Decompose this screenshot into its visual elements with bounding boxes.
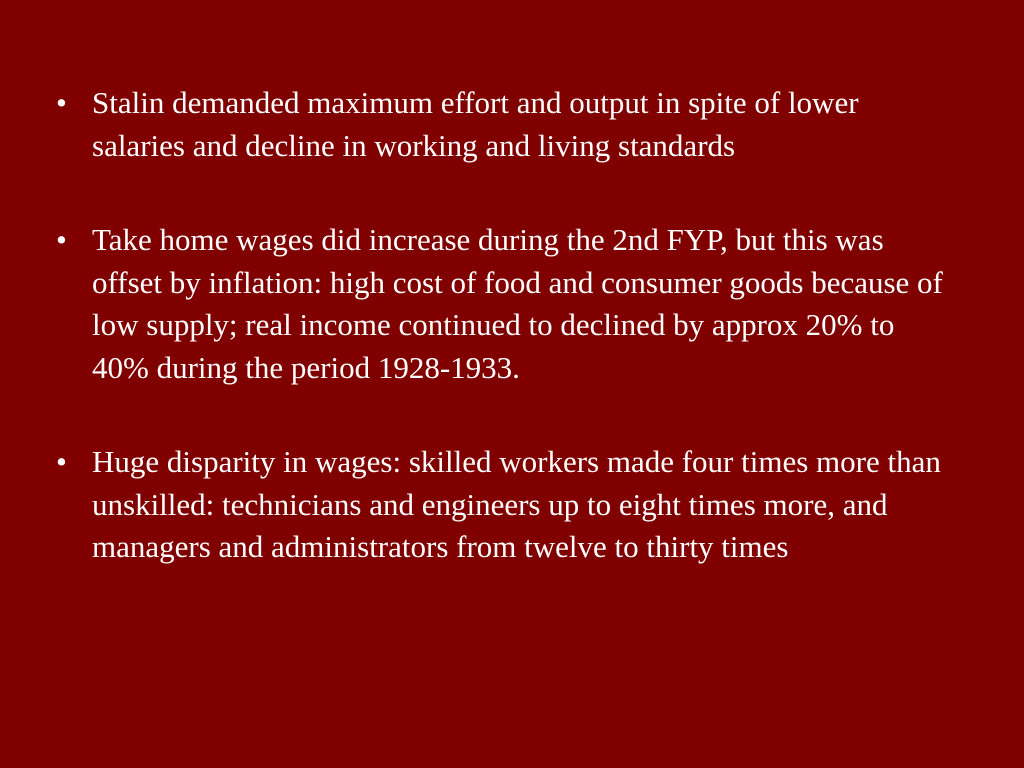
bullet-marker: •	[56, 85, 67, 120]
bullet-marker: •	[56, 444, 67, 479]
bullet-item-wage-disparity	[50, 441, 950, 569]
bullet-text: Stalin demanded maximum effort and output in spite of lower salaries and decline in working and living standards	[92, 85, 859, 163]
bullet-item-take-home-wages	[50, 219, 950, 389]
bullet-text: Take home wages did increase during the 2nd FYP, but this was offset by inflation: high cost of food and consumer goods because of low supply; real income continued to declined by approx 20% to 40% during the period 1928-1933.	[92, 222, 943, 385]
bullet-marker: •	[56, 222, 67, 257]
bullet-list	[50, 82, 950, 569]
bullet-text: Huge disparity in wages: skilled workers made four times more than unskilled: technicians and engineers up to eight times more, and managers and administrators from twelve to thirty times	[92, 444, 941, 564]
bullet-item-wages-effort	[50, 82, 950, 167]
